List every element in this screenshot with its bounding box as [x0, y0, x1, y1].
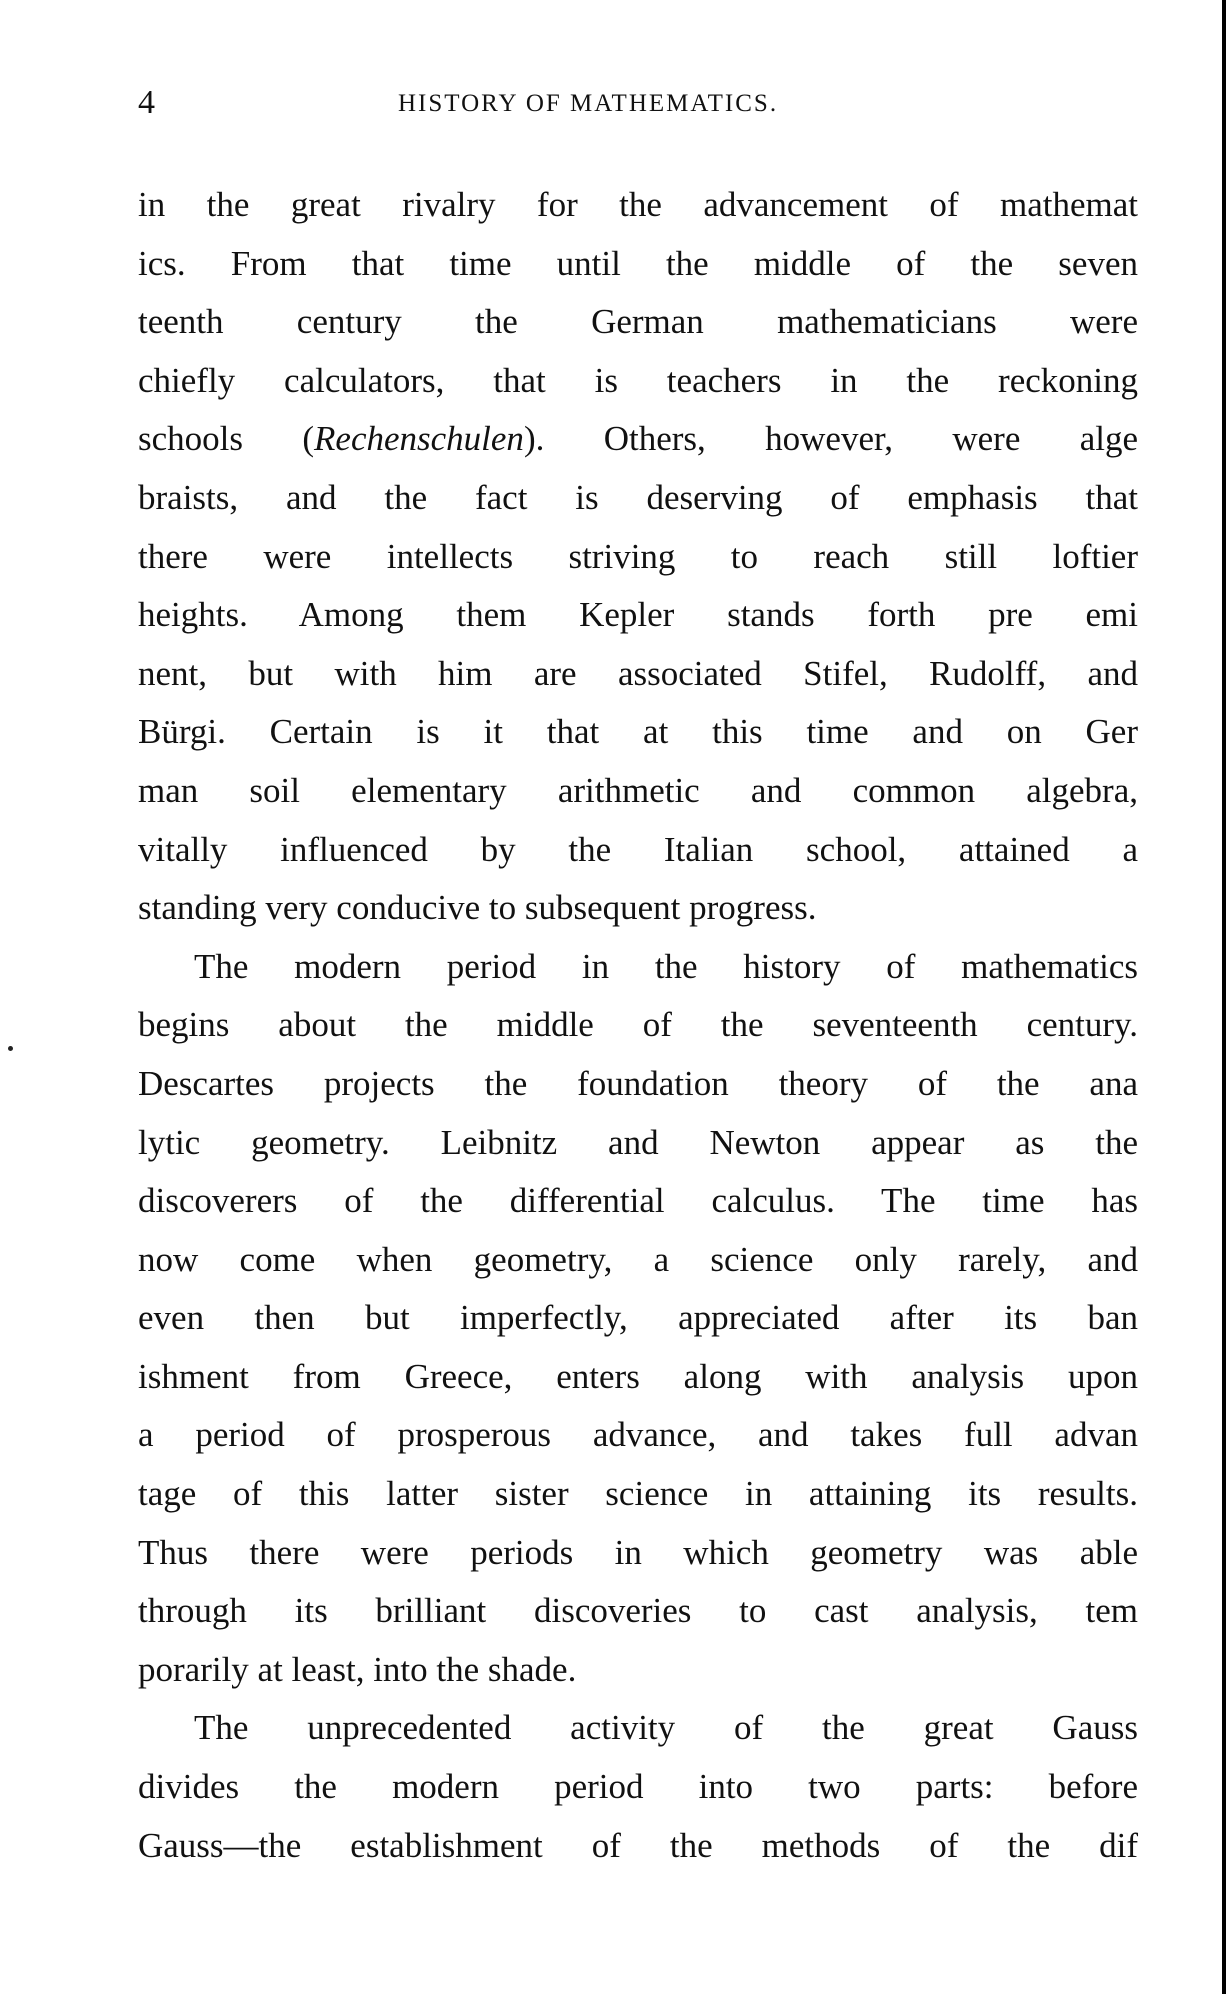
text-line: Gauss—the establishment of the methods of the dif: [138, 1825, 1138, 1865]
text-line: there were intellects striving to reach still loftier: [138, 536, 1138, 576]
running-head: HISTORY OF MATHEMATICS.: [398, 90, 779, 117]
paragraph-start-line: The unprecedented activity of the great Gauss: [194, 1708, 1138, 1748]
text-line: a period of prosperous advance, and takes full advan: [138, 1415, 1138, 1455]
text-line: heights. Among them Kepler stands forth pre emi: [138, 595, 1138, 635]
text-line: chiefly calculators, that is teachers in the reckoning: [138, 360, 1138, 400]
paragraph-end-line: porarily at least, into the shade.: [138, 1649, 577, 1689]
text-line: Bürgi. Certain is it that at this time and on Ger: [138, 712, 1138, 752]
text-line: vitally influenced by the Italian school, attained a: [138, 829, 1138, 869]
body-text: [138, 176, 1138, 1875]
page-number: 4: [138, 84, 155, 121]
paragraph-start-line: The modern period in the history of mathematics: [194, 946, 1138, 986]
text-line: tage of this latter sister science in attaining its results.: [138, 1474, 1138, 1514]
text-line: braists, and the fact is deserving of emphasis that: [138, 477, 1138, 517]
text-line: even then but imperfectly, appreciated after its ban: [138, 1298, 1138, 1338]
text-line: Thus there were periods in which geometry was able: [138, 1532, 1138, 1572]
text-line: begins about the middle of the seventeenth century.: [138, 1005, 1138, 1045]
text-line: nent, but with him are associated Stifel, Rudolff, and: [138, 653, 1138, 693]
text-line: Descartes projects the foundation theory of the ana: [138, 1063, 1138, 1103]
text-line: man soil elementary arithmetic and common algebra,: [138, 770, 1138, 810]
text-line: through its brilliant discoveries to cast analysis, tem: [138, 1591, 1138, 1631]
text-line: lytic geometry. Leibnitz and Newton appear as the: [138, 1122, 1138, 1162]
text-line: now come when geometry, a science only rarely, and: [138, 1239, 1138, 1279]
text-line: divides the modern period into two parts: before: [138, 1767, 1138, 1807]
text-line: ics. From that time until the middle of the seven: [138, 243, 1138, 283]
text-line: in the great rivalry for the advancement of mathemat: [138, 185, 1138, 224]
margin-mark: [8, 1046, 13, 1051]
page-header: [138, 78, 1098, 128]
text-line: ishment from Greece, enters along with analysis upon: [138, 1356, 1138, 1396]
text-line: schools (Rechenschulen). Others, however, were alge: [138, 419, 1139, 459]
text-line: teenth century the German mathematicians were: [138, 302, 1138, 342]
text-line: discoverers of the differential calculus. The time has: [138, 1181, 1138, 1221]
paragraph-end-line: standing very conducive to subsequent progress.: [138, 888, 817, 928]
italic-term: Rechenschulen: [314, 419, 524, 459]
page-edge: [1222, 0, 1226, 1994]
